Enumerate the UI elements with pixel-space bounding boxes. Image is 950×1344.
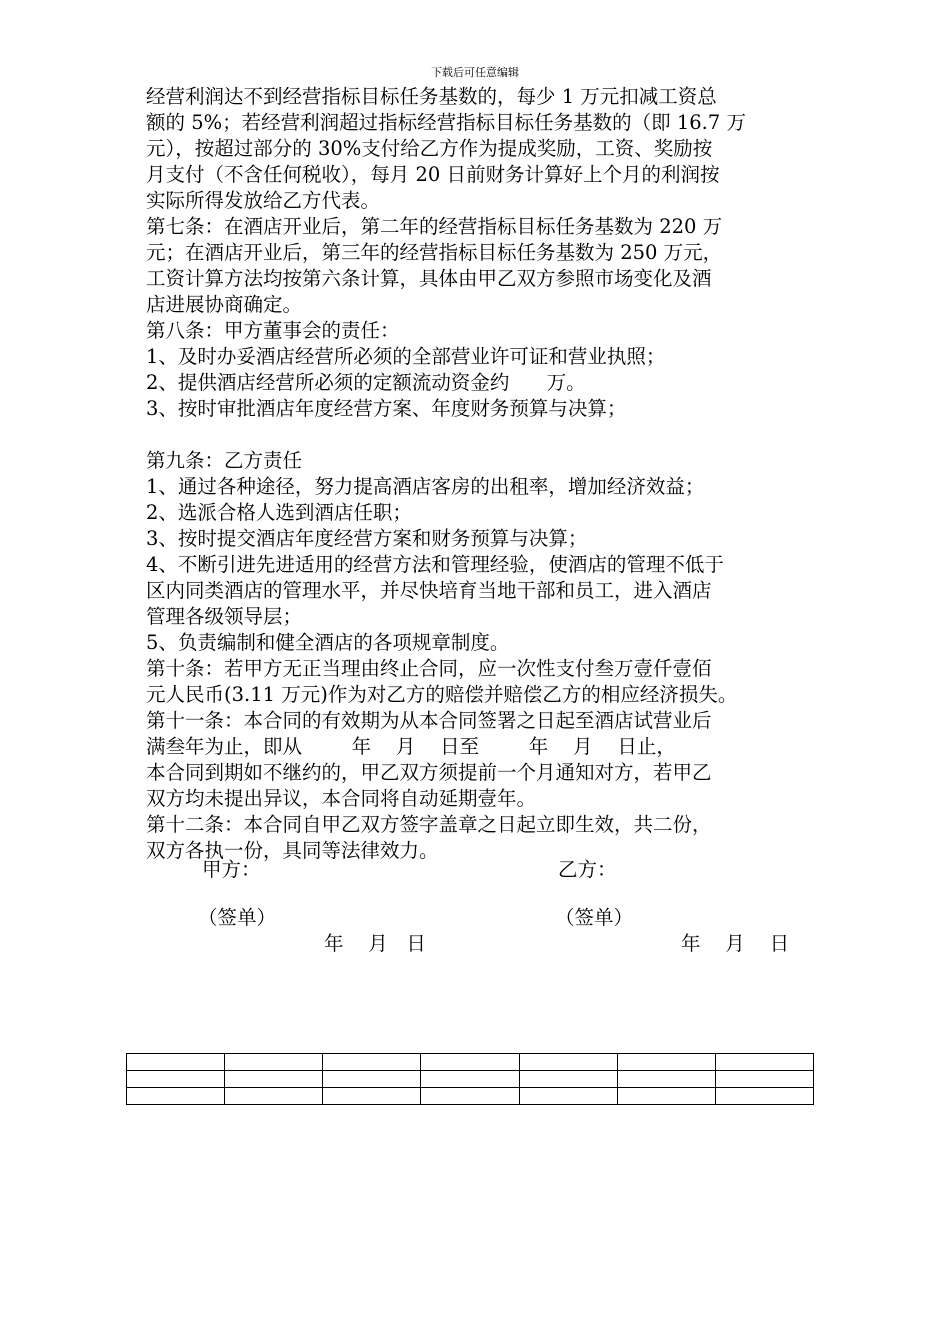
party-b-label: 乙方：: [558, 858, 617, 881]
text-line: 经营利润达不到经营指标目标任务基数的，每少 1 万元扣减工资总: [146, 85, 717, 108]
table-cell: [323, 1071, 421, 1088]
page-header: 下载后可任意编辑: [431, 66, 519, 79]
party-a-date: 年 月 日: [324, 932, 426, 955]
table-cell: [225, 1088, 323, 1105]
party-b-date: 年 月 日: [681, 932, 790, 955]
text-line: 第八条：甲方董事会的责任：: [146, 319, 400, 342]
table-cell: [225, 1071, 323, 1088]
text-line: 4、不断引进先进适用的经营方法和管理经验，使酒店的管理不低于: [146, 553, 724, 576]
text-line: 第十条：若甲方无正当理由终止合同，应一次性支付叁万壹仟壹佰: [146, 657, 712, 680]
text-line: 2、选派合格人选到酒店任职；: [146, 501, 412, 524]
text-line: 第九条：乙方责任: [146, 449, 303, 472]
table-cell: [519, 1088, 617, 1105]
text-line: 2、提供酒店经营所必须的定额流动资金约 万。: [146, 371, 586, 394]
text-line: 满叁年为止，即从 年 月 日至 年 月 日止，: [146, 735, 676, 758]
table-cell: [715, 1071, 813, 1088]
text-line: 本合同到期如不继约的，甲乙双方须提前一个月通知对方，若甲乙: [146, 761, 712, 784]
party-a-label: 甲方：: [202, 858, 261, 881]
table-cell: [519, 1054, 617, 1071]
text-line: 元；在酒店开业后，第三年的经营指标目标任务基数为 250 万元，: [146, 241, 723, 264]
text-line: 第十一条：本合同的有效期为从本合同签署之日起至酒店试营业后: [146, 709, 712, 732]
text-line: 3、按时审批酒店年度经营方案、年度财务预算与决算；: [146, 397, 627, 420]
text-line: 元），按超过部分的 30%支付给乙方作为提成奖励，工资、奖励按: [146, 137, 713, 160]
blank-table: [126, 1053, 814, 1105]
table-cell: [715, 1088, 813, 1105]
table-cell: [617, 1071, 715, 1088]
text-line: 5、负责编制和健全酒店的各项规章制度。: [146, 631, 510, 654]
table-cell: [323, 1088, 421, 1105]
text-line: 元人民币(3.11 万元)作为对乙方的赔偿并赔偿乙方的相应经济损失。: [146, 683, 738, 706]
table-cell: [421, 1054, 519, 1071]
text-line: 第十二条：本合同自甲乙双方签字盖章之日起立即生效，共二份，: [146, 813, 712, 836]
table-cell: [617, 1054, 715, 1071]
text-line: 店进展协商确定。: [146, 293, 303, 316]
text-line: 双方各执一份，具同等法律效力。: [146, 839, 439, 862]
table-row: [127, 1071, 814, 1088]
table-cell: [127, 1054, 225, 1071]
text-line: 区内同类酒店的管理水平，并尽快培育当地干部和员工，进入酒店: [146, 579, 712, 602]
table-cell: [519, 1071, 617, 1088]
text-line: 额的 5%；若经营利润超过指标经营指标目标任务基数的（即 16.7 万: [146, 111, 746, 134]
table-cell: [421, 1088, 519, 1105]
table-cell: [617, 1088, 715, 1105]
party-b-sign: （签单）: [555, 906, 634, 929]
text-line: 3、按时提交酒店年度经营方案和财务预算与决算；: [146, 527, 588, 550]
text-line: 工资计算方法均按第六条计算，具体由甲乙双方参照市场变化及酒: [146, 267, 712, 290]
table-cell: [421, 1071, 519, 1088]
text-line: 月支付（不含任何税收），每月 20 日前财务计算好上个月的利润按: [146, 163, 720, 186]
table-cell: [225, 1054, 323, 1071]
text-line: 管理各级领导层；: [146, 605, 303, 628]
text-line: 实际所得发放给乙方代表。: [146, 189, 381, 212]
table-cell: [715, 1054, 813, 1071]
table-cell: [323, 1054, 421, 1071]
table-cell: [127, 1088, 225, 1105]
text-line: 1、及时办妥酒店经营所必须的全部营业许可证和营业执照；: [146, 345, 666, 368]
text-line: 双方均未提出异议，本合同将自动延期壹年。: [146, 787, 537, 810]
table-row: [127, 1054, 814, 1071]
table-cell: [127, 1071, 225, 1088]
text-line: 1、通过各种途径，努力提高酒店客房的出租率，增加经济效益；: [146, 475, 705, 498]
party-a-sign: （签单）: [198, 906, 277, 929]
text-line: 第七条：在酒店开业后，第二年的经营指标目标任务基数为 220 万: [146, 215, 723, 238]
table-row: [127, 1088, 814, 1105]
